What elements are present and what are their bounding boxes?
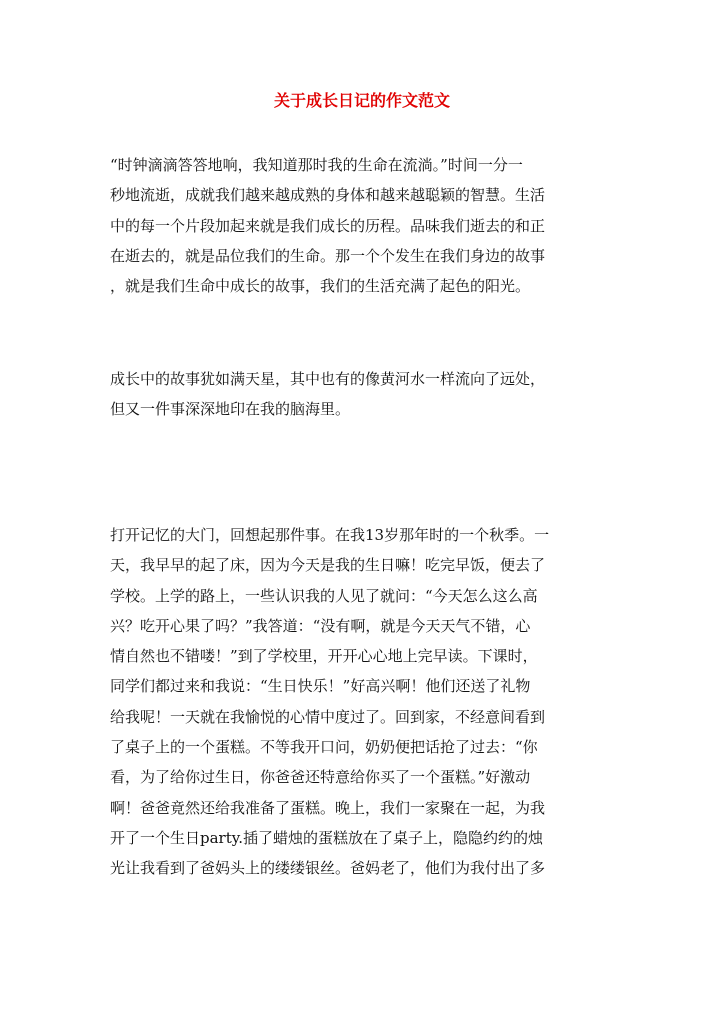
paragraph-line: 看，为了给你过生日，你爸爸还特意给你买了一个蛋糕。”好激动: [110, 768, 531, 787]
paragraph-line: 啊！爸爸竟然还给我准备了蛋糕。晚上，我们一家聚在一起，为我: [110, 798, 546, 817]
document-title: 关于成长日记的作文范文: [273, 91, 450, 110]
paragraph-line: 开了一个生日party.插了蜡烛的蛋糕放在了桌子上，隐隐约约的烛: [110, 828, 543, 847]
paragraph-1: [110, 150, 610, 301]
paragraph-line: 中的每一个片段加起来就是我们成长的历程。品味我们逝去的和正: [110, 216, 546, 235]
paragraph-line: 秒地流逝，成就我们越来越成熟的身体和越来越聪颖的智慧。生活: [110, 186, 546, 205]
paragraph-3: [110, 520, 610, 884]
paragraph-line: 情自然也不错喽！”到了学校里，开开心心地上完早读。下课时，: [110, 647, 538, 666]
paragraph-2: [110, 364, 610, 425]
paragraph-line: “时钟滴滴答答地响，我知道那时我的生命在流淌。”时间一分一: [110, 156, 523, 174]
paragraph-line: 打开记忆的大门，回想起那件事。在我13岁那年时的一个秋季。一: [110, 526, 550, 544]
paragraph-line: 兴？吃开心果了吗？”我答道：“没有啊，就是今天天气不错，心: [110, 616, 531, 635]
paragraph-line: 了桌子上的一个蛋糕。不等我开口问，奶奶便把话抢了过去：“你: [110, 738, 538, 757]
paragraph-line: 同学们都过来和我说：“生日快乐！”好高兴啊！他们还送了礼物: [110, 677, 531, 696]
paragraph-line: 天，我早早的起了床，因为今天是我的生日嘛！吃完早饭，便去了: [110, 556, 546, 575]
paragraph-line: 光让我看到了爸妈头上的缕缕银丝。爸妈老了，他们为我付出了多: [110, 859, 546, 878]
paragraph-line: 但又一件事深深地印在我的脑海里。: [110, 400, 351, 419]
paragraph-line: ，就是我们生命中成长的故事，我们的生活充满了起色的阳光。: [110, 277, 531, 296]
paragraph-line: 成长中的故事犹如满天星，其中也有的像黄河水一样流向了远处，: [110, 370, 546, 388]
paragraph-line: 学校。上学的路上，一些认识我的人见了就问：“今天怎么这么高: [110, 586, 538, 605]
paragraph-line: 在逝去的，就是品位我们的生命。那一个个发生在我们身边的故事: [110, 246, 546, 265]
paragraph-line: 给我呢！一天就在我愉悦的心情中度过了。回到家，不经意间看到: [110, 707, 546, 726]
